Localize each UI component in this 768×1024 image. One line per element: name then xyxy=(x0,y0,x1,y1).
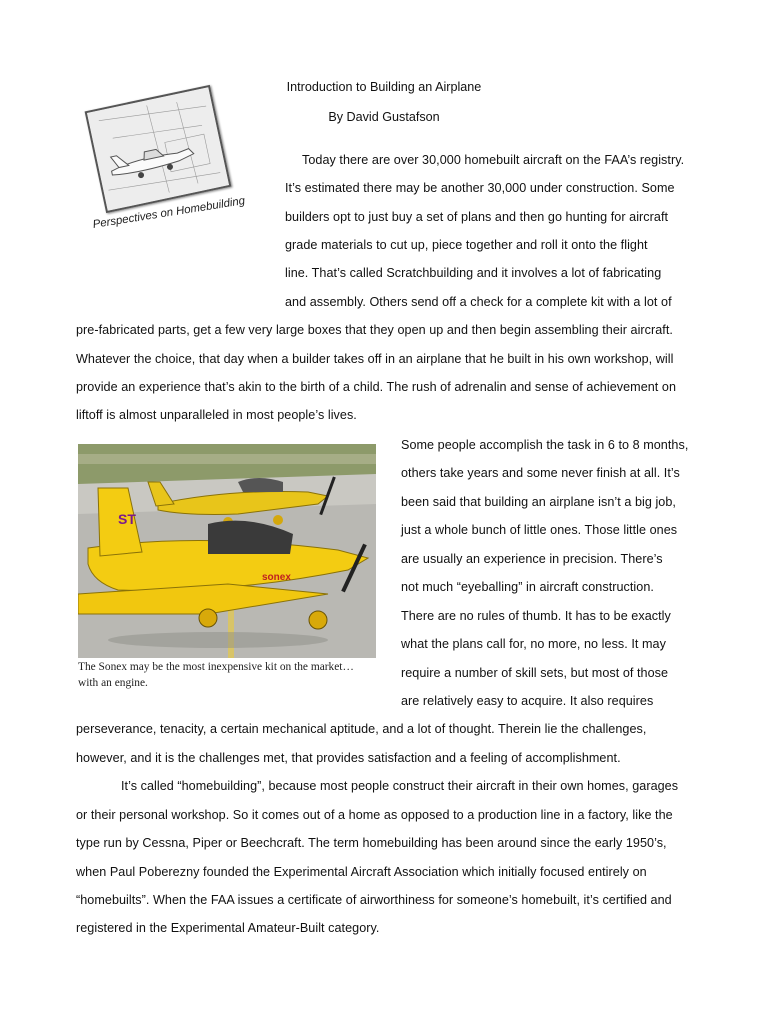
paragraph-2-line: are usually an experience in precision. There’s xyxy=(401,552,663,566)
paragraph-1-line: builders opt to just buy a set of plans and then go hunting for aircraft xyxy=(285,210,669,224)
paragraph-2-line: others take years and some never finish at all. It’s xyxy=(401,466,680,480)
paragraph-2-line: however, and it is the challenges met, that provides satisfaction and a feeling of accomplishment. xyxy=(76,751,621,765)
paragraph-1-line: It’s estimated there may be another 30,000 under construction. Some xyxy=(285,181,675,195)
paragraph-1-line: pre-fabricated parts, get a few very large boxes that they open up and then begin assembling their aircraft. xyxy=(76,323,673,337)
paragraph-2-line: not much “eyeballing” in aircraft construction. xyxy=(401,580,654,594)
paragraph-2-line: There are no rules of thumb. It has to be exactly xyxy=(401,609,671,623)
photo-caption-line: The Sonex may be the most inexpensive kit on the market… xyxy=(78,661,354,673)
photo-caption-line: with an engine. xyxy=(78,677,148,689)
document-title: Introduction to Building an Airplane xyxy=(286,80,482,94)
paragraph-2-line: what the plans call for, no more, no less. It may xyxy=(401,637,666,651)
paragraph-1-line: line. That’s called Scratchbuilding and it involves a lot of fabricating xyxy=(285,266,662,280)
paragraph-3-line: registered in the Experimental Amateur-Built category. xyxy=(76,921,380,935)
paragraph-1-line: liftoff is almost unparalleled in most people’s lives. xyxy=(76,408,357,422)
paragraph-3-line: when Paul Poberezny founded the Experimental Aircraft Association which initially focused entirely on xyxy=(76,865,647,879)
svg-text:ST: ST xyxy=(118,511,136,527)
photo-caption xyxy=(78,659,354,691)
paragraph-2-line: been said that building an airplane isn’t a big job, xyxy=(401,495,676,509)
paragraph-1-line: Today there are over 30,000 homebuilt aircraft on the FAA’s registry. xyxy=(302,153,685,167)
sonex-aircraft-photo xyxy=(78,444,376,658)
svg-text:sonex: sonex xyxy=(262,572,291,583)
paragraph-1-line: Whatever the choice, that day when a builder takes off in an airplane that he built in his own workshop, will xyxy=(76,352,674,366)
paragraph-1-line: provide an experience that’s akin to the birth of a child. The rush of adrenalin and sense of achievement on xyxy=(76,380,677,394)
logo-text: Perspectives on Homebuilding xyxy=(92,195,246,231)
byline: By David Gustafson xyxy=(328,110,440,124)
paragraph-2-line: require a number of skill sets, but most of those xyxy=(401,666,669,680)
paragraph-3-line: or their personal workshop. So it comes out of a home as opposed to a production line in a factory, like the xyxy=(76,808,673,822)
paragraph-3-line: “homebuilts”. When the FAA issues a certificate of airworthiness for someone’s homebuilt, it’s certified and xyxy=(76,893,672,907)
perspectives-logo xyxy=(88,95,258,235)
paragraph-1-line: grade materials to cut up, piece together and roll it onto the flight xyxy=(285,238,648,252)
paragraph-3-line: It’s called “homebuilding”, because most people construct their aircraft in their own homes, garages xyxy=(121,779,679,793)
paragraph-1-line: and assembly. Others send off a check for a complete kit with a lot of xyxy=(285,295,672,309)
paragraph-2-line: are relatively easy to acquire. It also requires xyxy=(401,694,654,708)
paragraph-2-line: perseverance, tenacity, a certain mechanical aptitude, and a lot of thought. Therein lie the challenges, xyxy=(76,722,647,736)
logo-plans-image xyxy=(85,85,232,213)
paragraph-2-line: just a whole bunch of little ones. Those little ones xyxy=(401,523,678,537)
paragraph-2-line: Some people accomplish the task in 6 to 8 months, xyxy=(401,438,689,452)
paragraph-3-line: type run by Cessna, Piper or Beechcraft. The term homebuilding has been around since the early 1950’s, xyxy=(76,836,667,850)
